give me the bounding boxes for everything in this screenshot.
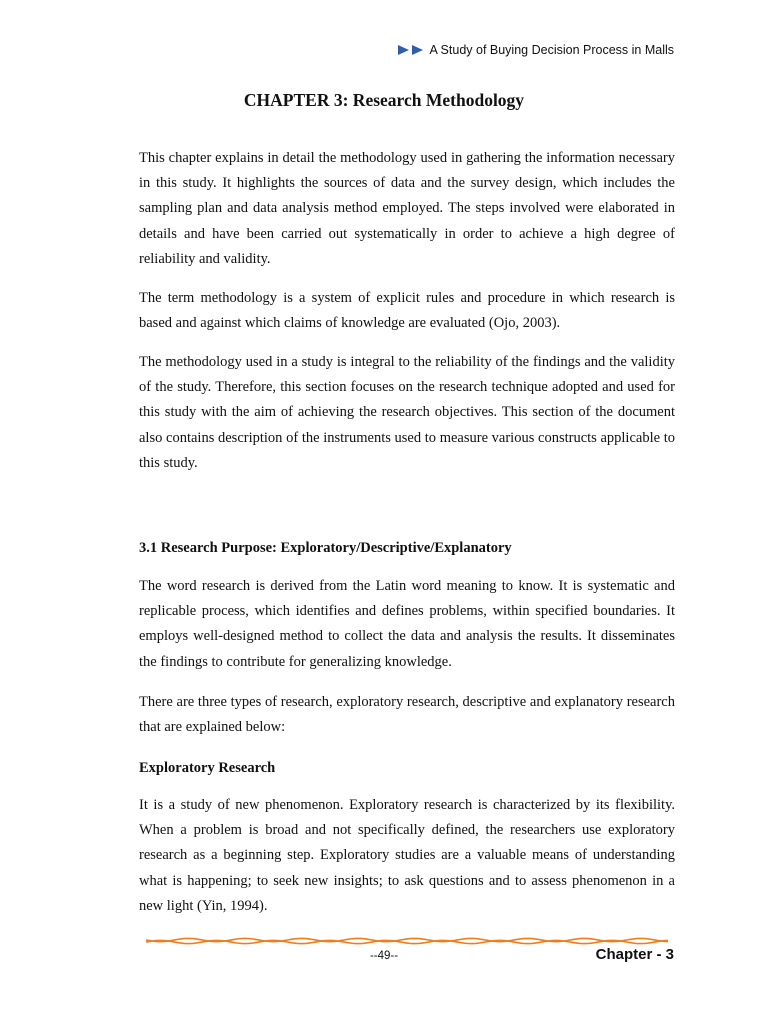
paragraph-research-types: There are three types of research, exploratory research, descriptive and explanatory research that are explained below:	[139, 694, 675, 736]
header-title: A Study of Buying Decision Process in Malls	[429, 43, 674, 57]
section-heading: 3.1 Research Purpose: Exploratory/Descriptive/Explanatory	[139, 540, 512, 556]
chapter-title: CHAPTER 3: Research Methodology	[243, 90, 525, 110]
paragraph-exploratory: It is a study of new phenomenon. Exploratory research is characterized by its flexibility. When a problem is broad and not specifically defined, the researchers use exploratory research as a beginning step. Exploratory studies are a valuable means of understanding what is happening; to seek new insights; to ask questions and to assess phenomenon in a new light (Yin, 1994).	[139, 797, 675, 914]
paragraph-research-definition: The word research is derived from the Latin word meaning to know. It is systematic and replicable process, which identifies and defines problems, within specified boundaries. It employs well-designed method to collect the data and analysis the results. It disseminates the findings to contribute for generalizing knowledge.	[139, 578, 675, 670]
double-arrow-icon	[397, 44, 427, 56]
paragraph-methodology-integral: The methodology used in a study is integral to the reliability of the findings and the validity of the study. Therefore, this section focuses on the research technique adopted and used for this study with the aim of achieving the research objectives. This section of the document also contains description of the instruments used to measure various constructs applicable to this study.	[139, 354, 675, 471]
page-number: --49--	[369, 950, 399, 962]
subheading: Exploratory Research	[139, 760, 276, 776]
paragraph-intro: This chapter explains in detail the methodology used in gathering the information necessary in this study. It highlights the sources of data and the survey design, which includes the sampling plan and data analysis method employed. The steps involved were elaborated in details and have been carried out systematically in order to achieve a high degree of reliability and validity.	[139, 150, 675, 267]
paragraph-methodology-definition: The term methodology is a system of explicit rules and procedure in which research is based and against which claims of knowledge are evaluated (Ojo, 2003).	[139, 290, 675, 332]
footer-wave-divider	[146, 936, 668, 946]
chapter-label: Chapter - 3	[595, 946, 674, 963]
running-header	[397, 43, 674, 57]
